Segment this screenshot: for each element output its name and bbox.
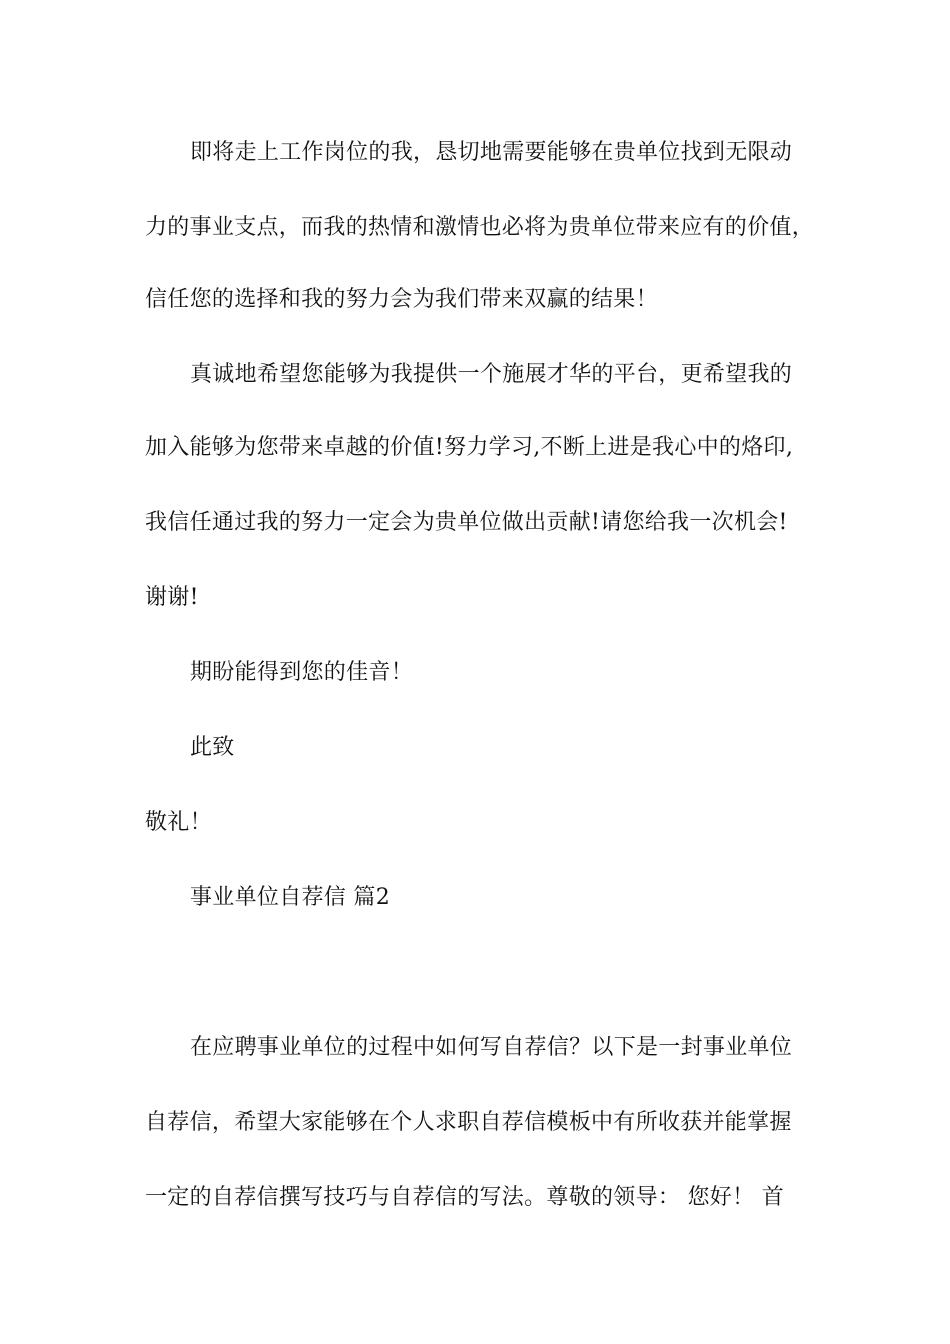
salutation-line: 敬礼！ <box>145 810 212 835</box>
salutation-line: 此致 <box>190 735 235 760</box>
paragraph-line: 自荐信，希望大家能够在个人求职自荐信模板中有所收获并能掌握 <box>145 1110 792 1135</box>
paragraph-line: 信任您的选择和我的努力会为我们带来双赢的结果！ <box>145 287 658 312</box>
paragraph-line: 即将走上工作岗位的我，恳切地需要能够在贵单位找到无限动 <box>190 140 793 165</box>
closing-line: 期盼能得到您的佳音！ <box>190 660 414 685</box>
paragraph-line: 加入能够为您带来卓越的价值!努力学习,不断上进是我心中的烙印, <box>145 435 794 460</box>
paragraph-line: 真诚地希望您能够为我提供一个施展才华的平台，更希望我的 <box>190 362 793 387</box>
paragraph-line: 谢谢! <box>145 585 199 610</box>
section-heading: 事业单位自荐信 篇2 <box>190 885 390 910</box>
paragraph-line: 力的事业支点，而我的热情和激情也必将为贵单位带来应有的价值， <box>145 215 815 240</box>
paragraph-line: 一定的自荐信撰写技巧与自荐信的写法。尊敬的领导： 您好！ 首 <box>145 1185 784 1210</box>
paragraph-line: 在应聘事业单位的过程中如何写自荐信？以下是一封事业单位 <box>190 1035 793 1060</box>
paragraph-line: 我信任通过我的努力一定会为贵单位做出贡献!请您给我一次机会! <box>145 510 788 535</box>
